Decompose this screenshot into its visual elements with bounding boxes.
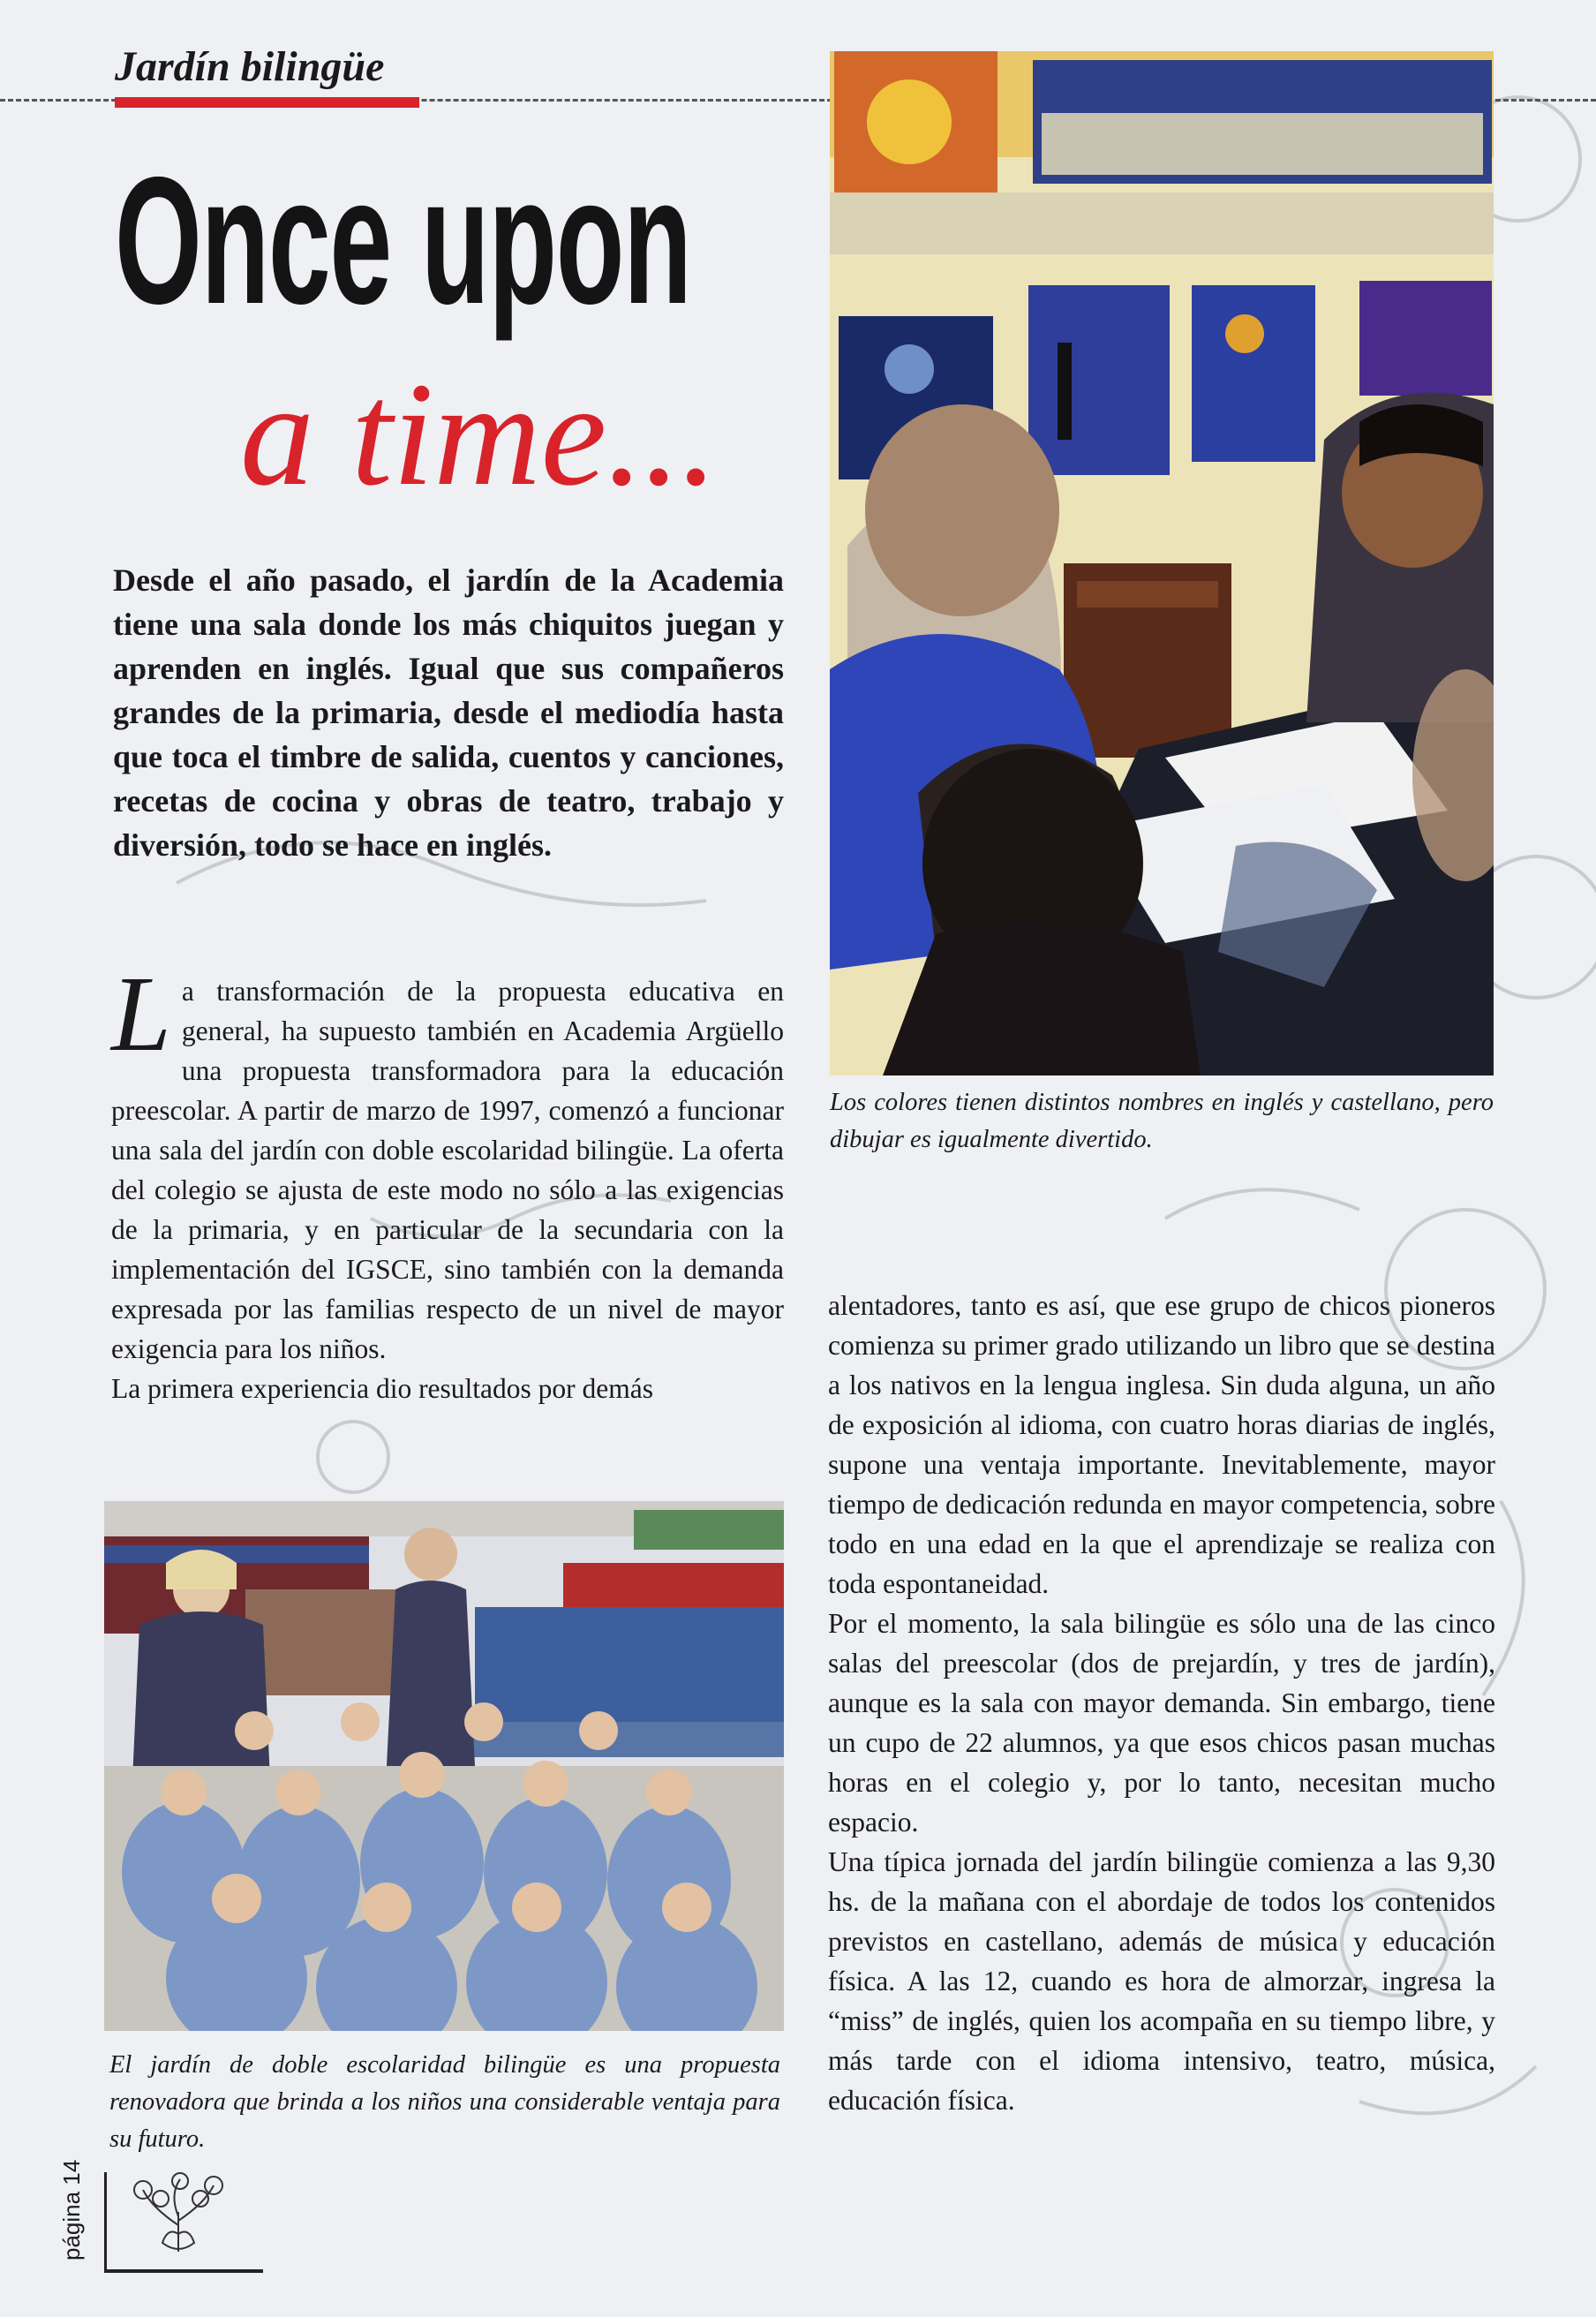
page-number: página 14 (58, 2159, 85, 2260)
drop-cap: L (111, 955, 171, 1074)
section-title: Jardín bilingüe (115, 43, 385, 90)
body-paragraph (111, 955, 784, 1369)
section-title-underline (115, 97, 419, 108)
photo-class-group (104, 1501, 784, 2031)
photo-caption-top: Los colores tienen distintos nombres en inglés y castellano, pero dibujar es igualmente divertido. (830, 1089, 1494, 1153)
body-paragraph: Por el momento, la sala bilingüe es sólo una de las cinco salas del preescolar (dos de prejardín, y tres de jardín), aunque es la sala con mayor demanda. Sin embargo, tiene un cupo de 22 alumnos, ya que esos chicos pasan muchas horas en el colegio y, por lo tanto, necesitan mucho espacio. (828, 1608, 1495, 1838)
body-paragraph: alentadores, tanto es así, que ese grupo de chicos pioneros comienza su primer grado utilizando un libro que se destina a los nativos en la lengua inglesa. Sin duda alguna, un año de exposición al idioma, con cuatro horas diarias de inglés, supone una ventaja importante. Inevitablemente, mayor tiempo de dedicación redunda en mayor competencia, sobre todo en una edad en la que el aprendizaje se realiza con toda espontaneidad. (828, 1290, 1495, 1599)
folio-vertical-rule (104, 2172, 107, 2271)
body-column-left (111, 955, 784, 1408)
body-column-right (828, 1286, 1495, 2120)
headline-line-1: Once upon (115, 140, 691, 342)
photo-caption-bottom: El jardín de doble escolaridad bilingüe es una propuesta renovadora que brinda a los niños una considerable ventaja para su futuro. (109, 2051, 780, 2153)
photo-children-drawing (830, 51, 1494, 1075)
lead-paragraph: Desde el año pasado, el jardín de la Academia tiene una sala donde los más chiquitos juegan y aprenden en inglés. Igual que sus compañeros grandes de la primaria, desde el mediodía hasta que toca el timbre de salida, cuentos y canciones, recetas de cocina y obras de teatro, trabajo y diversión, todo se hace en inglés. (113, 562, 784, 863)
body-text: a transformación de la propuesta educativa en general, ha supuesto también en Academia Argüello una propuesta transformadora para la educación preescolar. A partir de marzo de 1997, comenzó a funcionar una sala del jardín con doble escolaridad bilingüe. La oferta del colegio se ajusta de este modo no sólo a las exigencias de la primaria, y en particular de la secundaria con la implementación del IGSCE, sino también con la demanda expresada por las familias respecto de un nivel de mayor exigencia para los niños. (111, 976, 784, 1364)
folio-rule (104, 2269, 263, 2273)
school-logo-icon (117, 2172, 240, 2260)
headline-line-2: a time... (240, 352, 719, 517)
body-paragraph: Una típica jornada del jardín bilingüe comienza a las 9,30 hs. de la mañana con el abordaje de todos los contenidos previstos en castellano, además de música y educación física. A las 12, cuando es hora de almorzar, ingresa la “miss” de inglés, quien los acompaña en su tiempo libre, y más tarde con el idioma intensivo, teatro, música, educación física. (828, 1846, 1495, 2116)
body-paragraph: La primera experiencia dio resultados por demás (111, 1373, 654, 1404)
